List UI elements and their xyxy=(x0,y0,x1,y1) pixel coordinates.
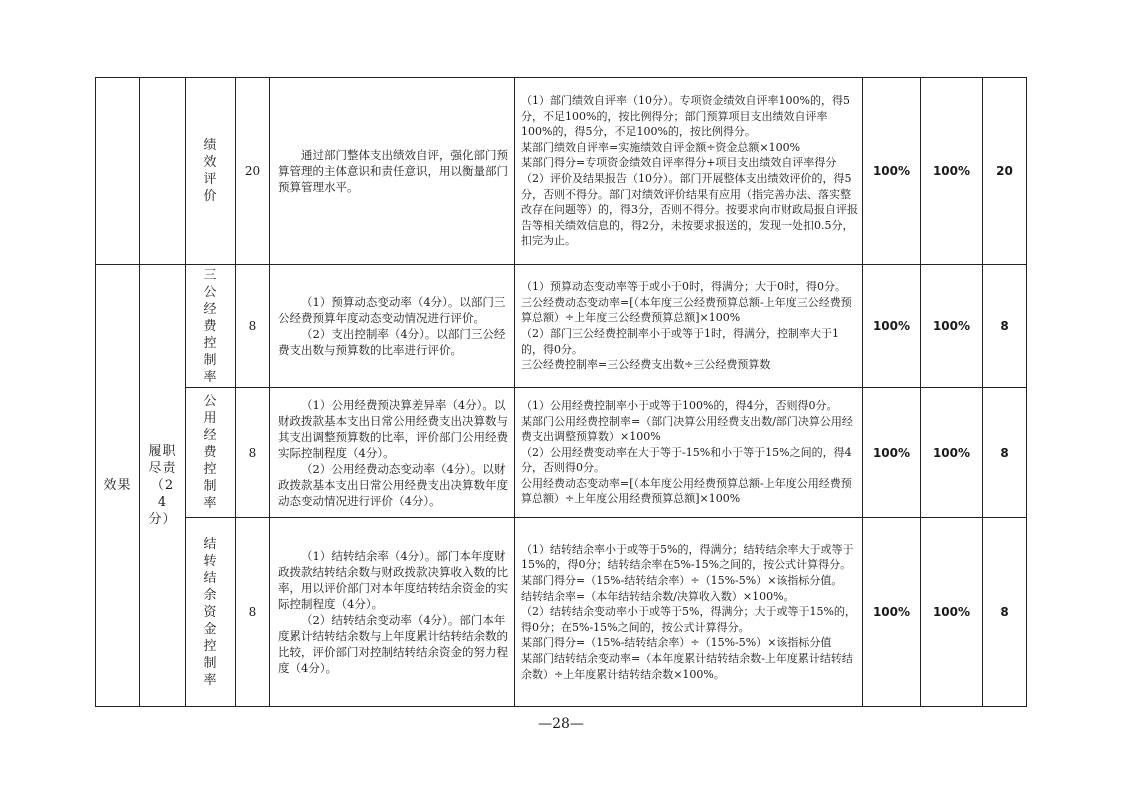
scoring-standard: （1）结转结余率小于或等于5%的，得满分；结转结余率大于或等于15%的，得0分；结转结余率在5%-15%之间的，按公式计算得分。 某部门得分=（15%-结转结余率）÷（15%-5%）×该指标分值。 结转结余率=（本年结转结余数/决算收入数）×100%。 （2）结转结余变动率小于或等于5%，得满分；大于或等于15%的，得0分；在5%-15%之间的，按公式计算得分。 某部门得分=（15%-结转结余率）÷（15%-5%）×该指标分值 某部门结转结余变动率=（本年度累计结转结余数-上年度累计结转结余数）÷上年度累计结转结余数×100%。 xyxy=(515,518,863,707)
actual-value: 100% xyxy=(921,388,983,518)
actual-value: 100% xyxy=(921,78,983,265)
score-value: 8 xyxy=(983,388,1027,518)
indicator-description: 通过部门整体支出绩效自评，强化部门预算管理的主体意识和责任意识，用以衡量部门预算管理水平。 xyxy=(270,78,515,265)
target-value: 100% xyxy=(863,265,921,388)
table-row xyxy=(96,265,1027,388)
indicator-weight: 20 xyxy=(236,78,270,265)
indicator-name: 公用经费控制率 xyxy=(186,388,236,518)
level2-indicator: 履职尽责（24分） xyxy=(140,265,186,707)
performance-evaluation-table xyxy=(95,77,1027,707)
blank-cell-level2 xyxy=(140,78,186,265)
page-number: —28— xyxy=(538,716,584,732)
table-row xyxy=(96,78,1027,265)
indicator-name: 绩效评价 xyxy=(186,78,236,265)
indicator-description: （1）结转结余率（4分）。部门本年度财政拨款结转结余数与财政拨款决算收入数的比率，用以评价部门对本年度结转结余资金的实际控制程度（4分）。 （2）结转结余变动率（4分）。部门本年度累计结转结余数与上年度累计结转结余数的比较，评价部门对控制结转结余资金的努力程度（4分）。 xyxy=(270,518,515,707)
scoring-standard: （1）预算动态变动率等于或小于0时，得满分；大于0时，得0分。 三公经费动态变动率=[（本年度三公经费预算总额-上年度三公经费预算总额）÷上年度三公经费预算总额]×100% （2）部门三公经费控制率小于或等于1时，得满分，控制率大于1的，得0分。 三公经费控制率=三公经费支出数÷三公经费预算数 xyxy=(515,265,863,388)
indicator-weight: 8 xyxy=(236,518,270,707)
table-row xyxy=(96,388,1027,518)
score-value: 8 xyxy=(983,518,1027,707)
scoring-standard: （1）公用经费控制率小于或等于100%的，得4分，否则得0分。 某部门公用经费控制率=（部门决算公用经费支出数/部门决算公用经费支出调整预算数）×100% （2）公用经费变动率在大于等于-15%和小于等于15%之间的，得4分，否则得0分。 公用经费动态变动率=[（本年度公用经费预算总额-上年度公用经费预算总额）÷上年度公用经费预算总额]×100% xyxy=(515,388,863,518)
indicator-weight: 8 xyxy=(236,388,270,518)
score-value: 20 xyxy=(983,78,1027,265)
score-value: 8 xyxy=(983,265,1027,388)
indicator-description: （1）公用经费预决算差异率（4分）。以财政拨款基本支出日常公用经费支出决算数与其支出调整预算数的比率，评价部门公用经费实际控制程度（4分）。 （2）公用经费动态变动率（4分）。以财政拨款基本支出日常公用经费支出决算数年度动态变动情况进行评价（4分）。 xyxy=(270,388,515,518)
level1-indicator: 效果 xyxy=(96,265,140,707)
indicator-name: 结转结余资金控制率 xyxy=(186,518,236,707)
indicator-weight: 8 xyxy=(236,265,270,388)
indicator-name: 三公经费控制率 xyxy=(186,265,236,388)
blank-cell-level1 xyxy=(96,78,140,265)
target-value: 100% xyxy=(863,78,921,265)
actual-value: 100% xyxy=(921,265,983,388)
target-value: 100% xyxy=(863,518,921,707)
scoring-standard: （1）部门绩效自评率（10分）。专项资金绩效自评率100%的，得5分，不足100%的，按比例得分；部门预算项目支出绩效自评率100%的，得5分，不足100%的，按比例得分。 某部门绩效自评率=实施绩效自评金额÷资金总额×100% 某部门得分=专项资金绩效自评率得分+项目支出绩效自评率得分 （2）评价及结果报告（10分）。部门开展整体支出绩效评价的，得5分，否则不得分。部门对绩效评价结果有应用（指完善办法、落实整改存在问题等）的，得3分，否则不得分。按要求向市财政局报自评报告等相关绩效信息的，得2分，未按要求报送的，发现一处扣0.5分，扣完为止。 xyxy=(515,78,863,265)
actual-value: 100% xyxy=(921,518,983,707)
table-row xyxy=(96,518,1027,707)
target-value: 100% xyxy=(863,388,921,518)
indicator-description: （1）预算动态变动率（4分）。以部门三公经费预算年度动态变动情况进行评价。 （2）支出控制率（4分）。以部门三公经费支出数与预算数的比率进行评价。 xyxy=(270,265,515,388)
